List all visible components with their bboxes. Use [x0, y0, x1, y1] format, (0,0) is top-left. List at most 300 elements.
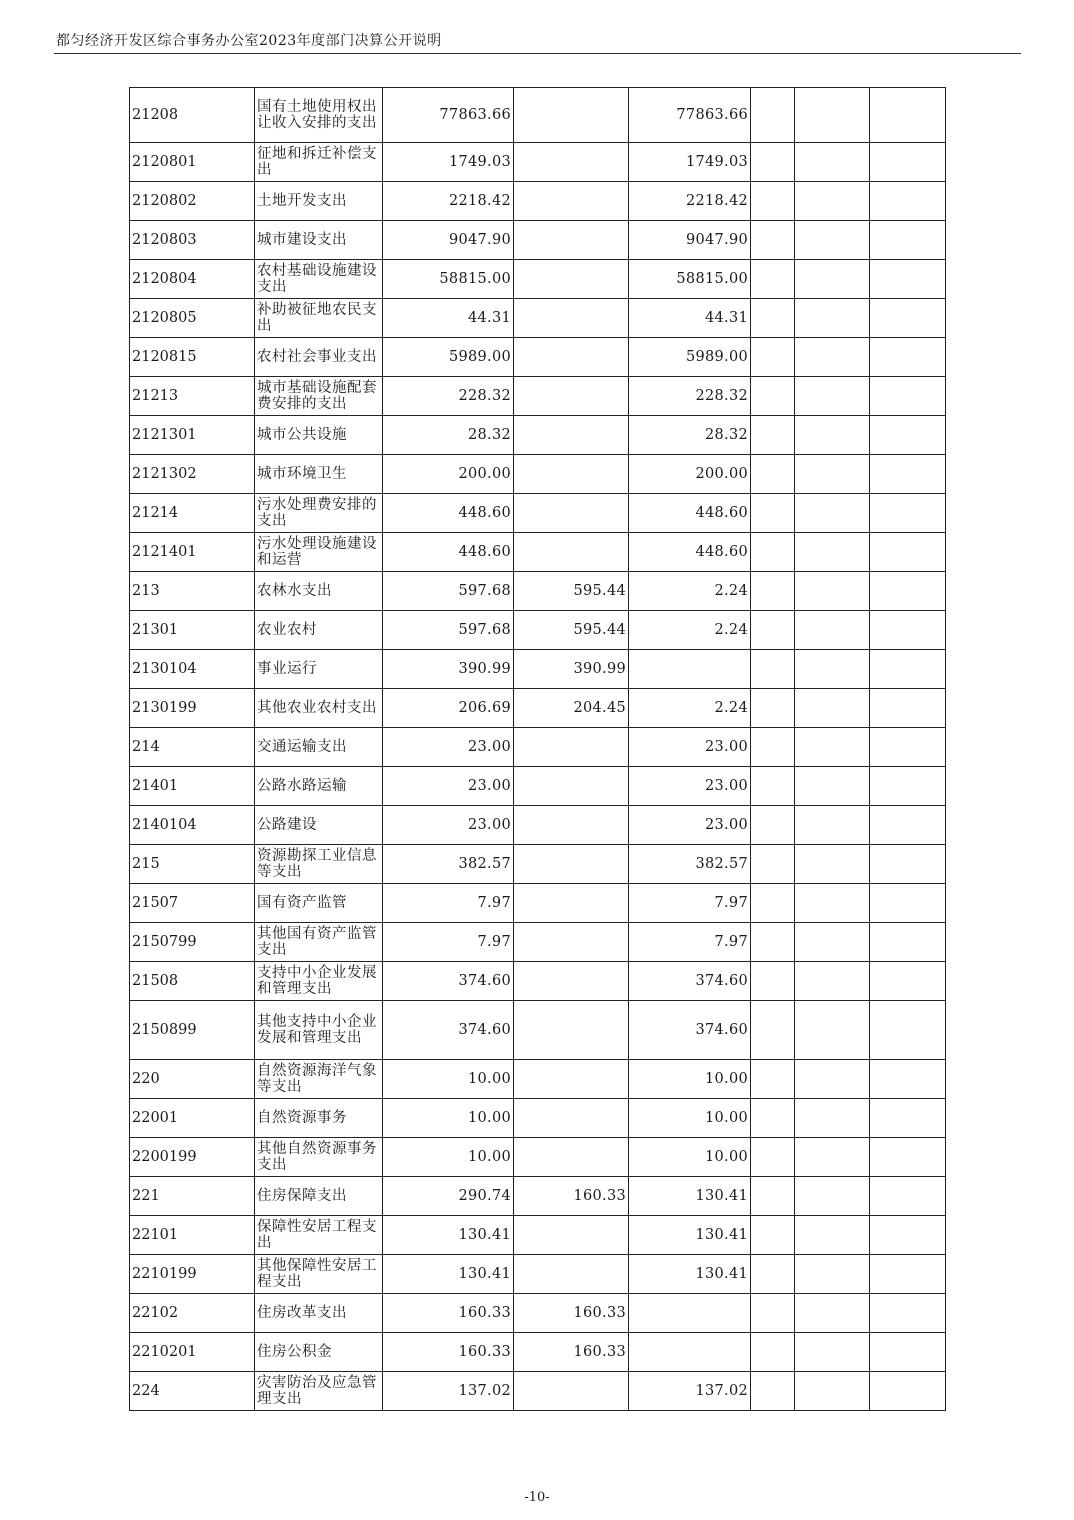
cell-total: 23.00 — [383, 767, 514, 806]
cell-project: 58815.00 — [629, 260, 751, 299]
cell-basic — [514, 221, 629, 260]
cell-empty — [751, 88, 795, 143]
cell-name: 保障性安居工程支出 — [255, 1216, 383, 1255]
cell-empty — [751, 533, 795, 572]
cell-project: 448.60 — [629, 494, 751, 533]
cell-total: 130.41 — [383, 1255, 514, 1294]
cell-empty — [870, 923, 946, 962]
cell-empty — [751, 806, 795, 845]
budget-table-body — [130, 88, 946, 1411]
table-row — [130, 1255, 946, 1294]
cell-empty — [870, 1138, 946, 1177]
cell-empty — [870, 1060, 946, 1099]
table-row — [130, 1216, 946, 1255]
cell-empty — [795, 1001, 870, 1060]
cell-empty — [751, 650, 795, 689]
cell-name: 住房改革支出 — [255, 1294, 383, 1333]
cell-code: 21508 — [130, 962, 255, 1001]
cell-total: 382.57 — [383, 845, 514, 884]
cell-total: 160.33 — [383, 1333, 514, 1372]
cell-empty — [751, 1001, 795, 1060]
cell-total: 28.32 — [383, 416, 514, 455]
cell-empty — [795, 1177, 870, 1216]
cell-empty — [751, 494, 795, 533]
table-row — [130, 221, 946, 260]
cell-project: 1749.03 — [629, 143, 751, 182]
cell-project: 28.32 — [629, 416, 751, 455]
cell-basic — [514, 455, 629, 494]
table-row — [130, 572, 946, 611]
cell-empty — [795, 143, 870, 182]
cell-code: 21301 — [130, 611, 255, 650]
cell-total: 374.60 — [383, 962, 514, 1001]
cell-name: 灾害防治及应急管理支出 — [255, 1372, 383, 1411]
cell-basic — [514, 1138, 629, 1177]
cell-empty — [751, 377, 795, 416]
cell-project: 2.24 — [629, 572, 751, 611]
cell-total: 130.41 — [383, 1216, 514, 1255]
cell-name: 住房保障支出 — [255, 1177, 383, 1216]
cell-project — [629, 650, 751, 689]
cell-code: 2121301 — [130, 416, 255, 455]
cell-project: 10.00 — [629, 1138, 751, 1177]
cell-project: 9047.90 — [629, 221, 751, 260]
table-row — [130, 260, 946, 299]
cell-project — [629, 1333, 751, 1372]
cell-total: 374.60 — [383, 1001, 514, 1060]
cell-project: 228.32 — [629, 377, 751, 416]
cell-project: 7.97 — [629, 884, 751, 923]
table-row — [130, 1294, 946, 1333]
cell-empty — [751, 221, 795, 260]
cell-basic — [514, 88, 629, 143]
cell-empty — [870, 221, 946, 260]
cell-code: 22001 — [130, 1099, 255, 1138]
cell-empty — [751, 299, 795, 338]
cell-code: 2130199 — [130, 689, 255, 728]
cell-code: 2210201 — [130, 1333, 255, 1372]
cell-empty — [795, 1372, 870, 1411]
cell-code: 2120815 — [130, 338, 255, 377]
cell-empty — [870, 260, 946, 299]
cell-total: 228.32 — [383, 377, 514, 416]
table-row — [130, 728, 946, 767]
cell-name: 城市环境卫生 — [255, 455, 383, 494]
cell-empty — [751, 611, 795, 650]
cell-basic — [514, 143, 629, 182]
cell-empty — [870, 1099, 946, 1138]
cell-project: 130.41 — [629, 1177, 751, 1216]
cell-name: 住房公积金 — [255, 1333, 383, 1372]
cell-basic: 390.99 — [514, 650, 629, 689]
cell-basic — [514, 962, 629, 1001]
cell-total: 23.00 — [383, 728, 514, 767]
cell-empty — [795, 88, 870, 143]
cell-basic — [514, 260, 629, 299]
cell-empty — [751, 962, 795, 1001]
cell-total: 160.33 — [383, 1294, 514, 1333]
cell-code: 2150799 — [130, 923, 255, 962]
cell-project: 374.60 — [629, 962, 751, 1001]
table-row — [130, 845, 946, 884]
cell-code: 2120801 — [130, 143, 255, 182]
table-row — [130, 1333, 946, 1372]
cell-project: 10.00 — [629, 1099, 751, 1138]
cell-project: 2.24 — [629, 611, 751, 650]
cell-empty — [751, 1099, 795, 1138]
cell-empty — [870, 1255, 946, 1294]
cell-empty — [751, 416, 795, 455]
cell-code: 2210199 — [130, 1255, 255, 1294]
cell-total: 448.60 — [383, 533, 514, 572]
cell-basic — [514, 1372, 629, 1411]
cell-name: 公路建设 — [255, 806, 383, 845]
table-row — [130, 299, 946, 338]
cell-empty — [870, 1372, 946, 1411]
cell-name: 其他支持中小企业发展和管理支出 — [255, 1001, 383, 1060]
cell-empty — [751, 455, 795, 494]
cell-name: 农林水支出 — [255, 572, 383, 611]
cell-total: 290.74 — [383, 1177, 514, 1216]
table-row — [130, 88, 946, 143]
table-row — [130, 962, 946, 1001]
table-row — [130, 182, 946, 221]
cell-total: 206.69 — [383, 689, 514, 728]
cell-name: 农村社会事业支出 — [255, 338, 383, 377]
cell-empty — [795, 767, 870, 806]
cell-code: 2121401 — [130, 533, 255, 572]
cell-name: 其他国有资产监管支出 — [255, 923, 383, 962]
cell-basic — [514, 1001, 629, 1060]
cell-project: 77863.66 — [629, 88, 751, 143]
cell-total: 7.97 — [383, 884, 514, 923]
cell-code: 2130104 — [130, 650, 255, 689]
cell-empty — [751, 1138, 795, 1177]
cell-empty — [795, 182, 870, 221]
cell-empty — [870, 806, 946, 845]
cell-basic — [514, 884, 629, 923]
cell-project: 7.97 — [629, 923, 751, 962]
cell-code: 21214 — [130, 494, 255, 533]
table-row — [130, 494, 946, 533]
table-row — [130, 689, 946, 728]
table-row — [130, 1138, 946, 1177]
cell-code: 2120805 — [130, 299, 255, 338]
cell-empty — [795, 689, 870, 728]
table-row — [130, 1099, 946, 1138]
cell-basic — [514, 1216, 629, 1255]
cell-name: 资源勘探工业信息等支出 — [255, 845, 383, 884]
cell-empty — [751, 143, 795, 182]
cell-total: 597.68 — [383, 611, 514, 650]
cell-basic: 160.33 — [514, 1294, 629, 1333]
cell-name: 支持中小企业发展和管理支出 — [255, 962, 383, 1001]
cell-basic: 204.45 — [514, 689, 629, 728]
cell-basic: 595.44 — [514, 572, 629, 611]
cell-code: 21208 — [130, 88, 255, 143]
cell-name: 城市公共设施 — [255, 416, 383, 455]
cell-total: 1749.03 — [383, 143, 514, 182]
cell-name: 农村基础设施建设支出 — [255, 260, 383, 299]
cell-code: 214 — [130, 728, 255, 767]
cell-project: 44.31 — [629, 299, 751, 338]
cell-empty — [795, 728, 870, 767]
cell-name: 城市基础设施配套费安排的支出 — [255, 377, 383, 416]
cell-name: 农业农村 — [255, 611, 383, 650]
cell-name: 自然资源海洋气象等支出 — [255, 1060, 383, 1099]
cell-basic — [514, 494, 629, 533]
cell-total: 9047.90 — [383, 221, 514, 260]
cell-basic — [514, 182, 629, 221]
cell-name: 土地开发支出 — [255, 182, 383, 221]
cell-empty — [870, 611, 946, 650]
table-row — [130, 1177, 946, 1216]
cell-basic: 160.33 — [514, 1333, 629, 1372]
cell-project: 382.57 — [629, 845, 751, 884]
cell-basic — [514, 806, 629, 845]
table-row — [130, 923, 946, 962]
cell-project: 448.60 — [629, 533, 751, 572]
table-row — [130, 1060, 946, 1099]
header-divider — [54, 53, 1021, 54]
cell-project: 23.00 — [629, 767, 751, 806]
cell-basic: 595.44 — [514, 611, 629, 650]
cell-empty — [795, 1255, 870, 1294]
page-header-title: 都匀经济开发区综合事务办公室2023年度部门决算公开说明 — [56, 33, 442, 49]
cell-empty — [795, 806, 870, 845]
cell-empty — [751, 845, 795, 884]
cell-project: 200.00 — [629, 455, 751, 494]
cell-empty — [795, 1060, 870, 1099]
table-row — [130, 1001, 946, 1060]
cell-total: 58815.00 — [383, 260, 514, 299]
cell-empty — [795, 338, 870, 377]
cell-code: 2140104 — [130, 806, 255, 845]
cell-basic — [514, 845, 629, 884]
table-row — [130, 884, 946, 923]
cell-empty — [870, 88, 946, 143]
cell-empty — [751, 1177, 795, 1216]
cell-code: 2120802 — [130, 182, 255, 221]
cell-empty — [795, 923, 870, 962]
table-row — [130, 533, 946, 572]
cell-basic — [514, 338, 629, 377]
cell-empty — [795, 572, 870, 611]
cell-empty — [751, 1333, 795, 1372]
cell-basic — [514, 767, 629, 806]
cell-empty — [795, 1138, 870, 1177]
cell-total: 448.60 — [383, 494, 514, 533]
table-row — [130, 143, 946, 182]
cell-total: 23.00 — [383, 806, 514, 845]
cell-total: 2218.42 — [383, 182, 514, 221]
cell-basic — [514, 377, 629, 416]
cell-name: 自然资源事务 — [255, 1099, 383, 1138]
cell-empty — [795, 494, 870, 533]
cell-code: 2150899 — [130, 1001, 255, 1060]
cell-code: 2120803 — [130, 221, 255, 260]
cell-empty — [795, 1333, 870, 1372]
cell-basic — [514, 533, 629, 572]
cell-total: 390.99 — [383, 650, 514, 689]
cell-empty — [751, 1294, 795, 1333]
cell-empty — [751, 1060, 795, 1099]
cell-empty — [795, 260, 870, 299]
cell-project: 23.00 — [629, 728, 751, 767]
cell-empty — [870, 1216, 946, 1255]
cell-project: 10.00 — [629, 1060, 751, 1099]
cell-empty — [751, 338, 795, 377]
cell-empty — [795, 1294, 870, 1333]
cell-empty — [795, 299, 870, 338]
cell-empty — [751, 260, 795, 299]
cell-empty — [870, 767, 946, 806]
cell-total: 597.68 — [383, 572, 514, 611]
cell-name: 事业运行 — [255, 650, 383, 689]
cell-empty — [795, 1099, 870, 1138]
cell-name: 公路水路运输 — [255, 767, 383, 806]
cell-basic — [514, 1255, 629, 1294]
cell-empty — [870, 1001, 946, 1060]
table-row — [130, 611, 946, 650]
cell-project: 2218.42 — [629, 182, 751, 221]
cell-empty — [870, 1333, 946, 1372]
cell-project: 130.41 — [629, 1216, 751, 1255]
cell-total: 200.00 — [383, 455, 514, 494]
cell-empty — [795, 962, 870, 1001]
cell-empty — [795, 221, 870, 260]
cell-code: 21507 — [130, 884, 255, 923]
cell-empty — [870, 1177, 946, 1216]
cell-empty — [795, 611, 870, 650]
cell-code: 221 — [130, 1177, 255, 1216]
table-row — [130, 650, 946, 689]
cell-basic — [514, 299, 629, 338]
cell-basic — [514, 1099, 629, 1138]
cell-empty — [870, 689, 946, 728]
table-row — [130, 416, 946, 455]
cell-name: 污水处理费安排的支出 — [255, 494, 383, 533]
cell-empty — [795, 377, 870, 416]
cell-code: 224 — [130, 1372, 255, 1411]
cell-empty — [870, 845, 946, 884]
cell-project: 5989.00 — [629, 338, 751, 377]
cell-code: 21213 — [130, 377, 255, 416]
cell-name: 其他保障性安居工程支出 — [255, 1255, 383, 1294]
cell-basic — [514, 416, 629, 455]
cell-code: 213 — [130, 572, 255, 611]
cell-empty — [870, 884, 946, 923]
cell-empty — [795, 1216, 870, 1255]
cell-empty — [795, 533, 870, 572]
cell-total: 44.31 — [383, 299, 514, 338]
cell-code: 2121302 — [130, 455, 255, 494]
cell-basic — [514, 1060, 629, 1099]
cell-code: 2120804 — [130, 260, 255, 299]
cell-basic: 160.33 — [514, 1177, 629, 1216]
cell-code: 21401 — [130, 767, 255, 806]
cell-code: 215 — [130, 845, 255, 884]
table-row — [130, 767, 946, 806]
cell-empty — [870, 533, 946, 572]
cell-project: 374.60 — [629, 1001, 751, 1060]
cell-name: 其他自然资源事务支出 — [255, 1138, 383, 1177]
cell-empty — [751, 1216, 795, 1255]
cell-total: 5989.00 — [383, 338, 514, 377]
cell-empty — [795, 416, 870, 455]
cell-empty — [751, 1372, 795, 1411]
table-row — [130, 377, 946, 416]
cell-basic — [514, 923, 629, 962]
cell-name: 交通运输支出 — [255, 728, 383, 767]
cell-empty — [870, 1294, 946, 1333]
cell-empty — [751, 182, 795, 221]
table-row — [130, 338, 946, 377]
cell-code: 22101 — [130, 1216, 255, 1255]
cell-name: 征地和拆迁补偿支出 — [255, 143, 383, 182]
cell-empty — [795, 884, 870, 923]
cell-code: 220 — [130, 1060, 255, 1099]
page-number: -10- — [524, 1490, 550, 1505]
cell-empty — [870, 416, 946, 455]
cell-total: 10.00 — [383, 1138, 514, 1177]
cell-project: 23.00 — [629, 806, 751, 845]
cell-empty — [795, 650, 870, 689]
cell-code: 2200199 — [130, 1138, 255, 1177]
cell-name: 补助被征地农民支出 — [255, 299, 383, 338]
cell-empty — [751, 1255, 795, 1294]
cell-empty — [795, 455, 870, 494]
cell-empty — [870, 572, 946, 611]
cell-basic — [514, 728, 629, 767]
cell-total: 77863.66 — [383, 88, 514, 143]
cell-empty — [870, 728, 946, 767]
cell-empty — [870, 650, 946, 689]
cell-project: 2.24 — [629, 689, 751, 728]
cell-empty — [795, 845, 870, 884]
cell-project: 137.02 — [629, 1372, 751, 1411]
cell-total: 7.97 — [383, 923, 514, 962]
table-row — [130, 806, 946, 845]
cell-project: 130.41 — [629, 1255, 751, 1294]
cell-empty — [870, 182, 946, 221]
cell-empty — [751, 923, 795, 962]
cell-name: 污水处理设施建设和运营 — [255, 533, 383, 572]
cell-empty — [870, 455, 946, 494]
cell-empty — [751, 884, 795, 923]
cell-empty — [870, 143, 946, 182]
cell-name: 国有土地使用权出让收入安排的支出 — [255, 88, 383, 143]
cell-name: 国有资产监管 — [255, 884, 383, 923]
cell-name: 城市建设支出 — [255, 221, 383, 260]
cell-empty — [870, 494, 946, 533]
cell-total: 10.00 — [383, 1060, 514, 1099]
table-row — [130, 455, 946, 494]
cell-empty — [870, 338, 946, 377]
cell-empty — [751, 728, 795, 767]
cell-empty — [870, 962, 946, 1001]
cell-empty — [870, 377, 946, 416]
cell-empty — [751, 689, 795, 728]
cell-code: 22102 — [130, 1294, 255, 1333]
cell-empty — [751, 767, 795, 806]
cell-empty — [870, 299, 946, 338]
cell-project — [629, 1294, 751, 1333]
cell-name: 其他农业农村支出 — [255, 689, 383, 728]
cell-total: 137.02 — [383, 1372, 514, 1411]
budget-table — [129, 87, 946, 1411]
cell-total: 10.00 — [383, 1099, 514, 1138]
